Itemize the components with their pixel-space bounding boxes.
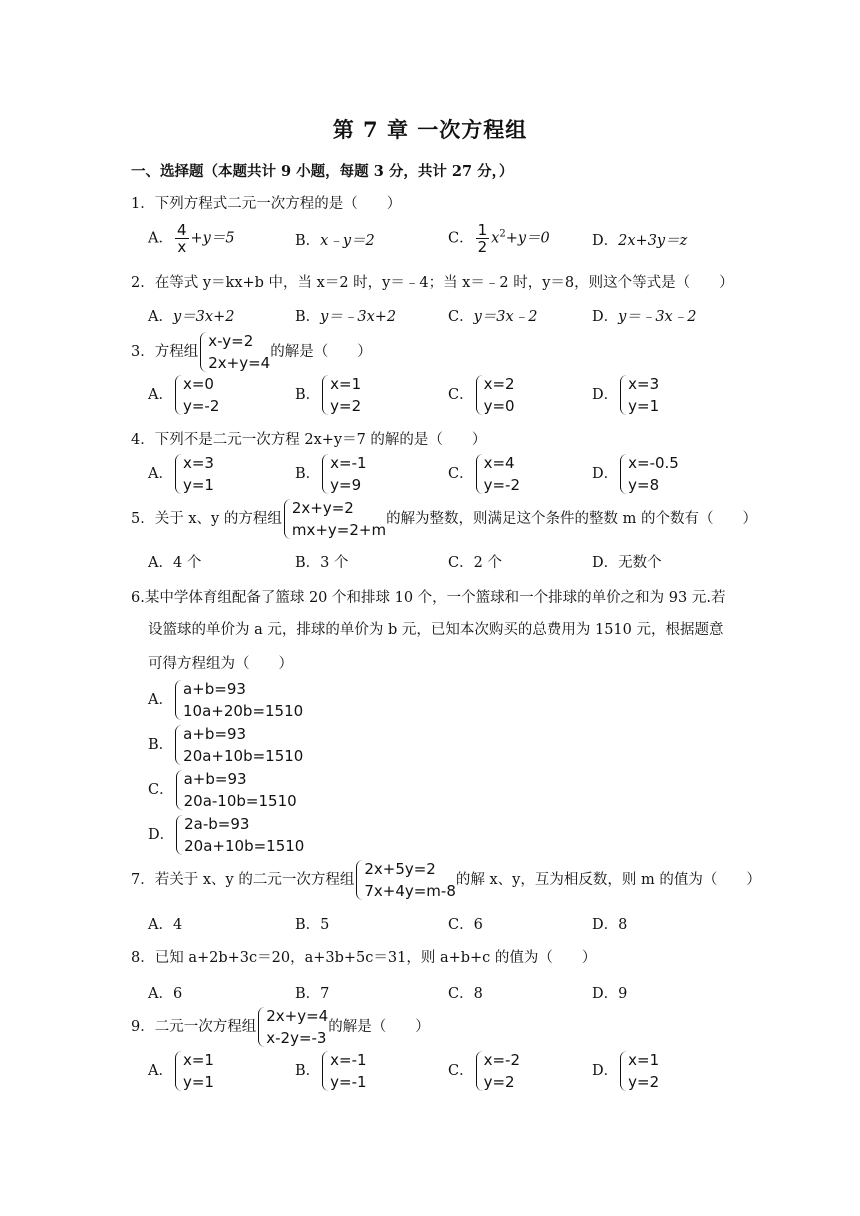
option-text: +y＝0 — [505, 230, 550, 247]
option-text: 5 — [320, 917, 330, 933]
answer-blank: （ ） — [343, 196, 402, 212]
option-label: C． — [148, 782, 174, 798]
solution-system — [173, 1049, 214, 1093]
equation-line: y=2 — [330, 397, 362, 415]
answer-blank: （ ） — [538, 950, 597, 966]
option-label: D． — [592, 466, 619, 482]
question-7 — [131, 858, 761, 902]
equation-line: 20a-10b=1510 — [183, 792, 297, 810]
equation-line: x=2 — [483, 375, 515, 393]
option-label: C． — [448, 230, 474, 247]
equation-line: x=3 — [182, 454, 214, 472]
option-label: B． — [295, 917, 321, 933]
q2-option-d[interactable] — [592, 305, 696, 326]
option-text: 4 个 — [172, 555, 202, 571]
equation-line: 7x+4y=m-8 — [364, 882, 456, 900]
equation-line: x=3 — [628, 375, 660, 393]
q5-option-c[interactable] — [448, 551, 502, 572]
question-number: 2． — [131, 275, 155, 291]
equation-line: x-y=2 — [208, 332, 254, 350]
solution-system — [173, 452, 214, 496]
equation-line: 20a+10b=1510 — [184, 837, 305, 855]
option-label: A． — [148, 387, 173, 403]
equation-system — [174, 768, 297, 812]
question-3 — [131, 330, 372, 374]
option-label: C． — [448, 466, 474, 482]
solution-system — [618, 1049, 659, 1093]
solution-system — [474, 1049, 520, 1093]
answer-blank: （ ） — [371, 1019, 430, 1035]
q2-option-a[interactable] — [148, 305, 234, 326]
option-label: C． — [448, 917, 474, 933]
equation-line: x=-0.5 — [628, 454, 679, 472]
option-label: D． — [592, 555, 619, 571]
option-label: C． — [448, 309, 474, 325]
answer-blank: （ ） — [702, 872, 761, 888]
numerator: 1 — [477, 221, 488, 239]
q3-option-c[interactable] — [448, 373, 515, 417]
solution-system — [173, 373, 219, 417]
q1-option-c[interactable] — [448, 222, 550, 255]
equation-line: 2x+5y=2 — [364, 860, 436, 878]
option-label: B． — [295, 466, 321, 482]
option-label: D． — [592, 387, 619, 403]
question-1 — [131, 192, 402, 213]
option-text: 7 — [320, 986, 330, 1002]
question-6-line-2: 设篮球的单价为 a 元，排球的单价为 b 元，已知本次购买的总费用为 1510 元，根据题意 — [148, 622, 724, 638]
question-text: 的解是 — [328, 1019, 372, 1035]
q9-option-a[interactable] — [148, 1049, 214, 1093]
equation-line: x=-2 — [483, 1051, 521, 1069]
option-label: A． — [148, 555, 173, 571]
q9-option-d[interactable] — [592, 1049, 659, 1093]
option-text: 6 — [473, 917, 483, 933]
q4-option-a[interactable] — [148, 452, 214, 496]
q8-option-b[interactable] — [295, 982, 329, 1003]
answer-blank: （ ） — [428, 432, 487, 448]
q6-option-a[interactable] — [148, 678, 303, 722]
option-text: 无数个 — [618, 555, 662, 571]
q9-option-b[interactable] — [295, 1049, 367, 1093]
option-text: 2x+3y＝z — [618, 233, 688, 249]
option-label: D． — [592, 917, 619, 933]
option-label: D． — [592, 309, 619, 325]
equation-line: 2x+y=4 — [208, 354, 271, 372]
question-number: 8． — [131, 950, 155, 966]
question-2 — [131, 271, 734, 292]
solution-system — [618, 452, 679, 496]
equation-line: a+b=93 — [182, 680, 246, 698]
q3-option-d[interactable] — [592, 373, 659, 417]
q7-option-c[interactable] — [448, 913, 483, 934]
question-text: 的解是 — [270, 344, 314, 360]
option-label: B． — [148, 737, 174, 753]
q4-option-b[interactable] — [295, 452, 367, 496]
q7-option-d[interactable] — [592, 913, 627, 934]
option-text: 3 个 — [320, 555, 349, 571]
option-text: y＝﹣3x+2 — [320, 309, 397, 325]
equation-line: x=1 — [182, 1051, 214, 1069]
denominator: 2 — [477, 238, 488, 256]
option-label: D． — [592, 986, 619, 1002]
question-number: 6. — [131, 590, 145, 606]
question-number: 7． — [131, 872, 155, 888]
equation-line: y=1 — [182, 1073, 214, 1091]
equation-line: y=9 — [330, 476, 362, 494]
option-label: B． — [295, 233, 321, 249]
option-label: C． — [448, 555, 474, 571]
option-text: 9 — [618, 986, 628, 1002]
question-text: 可得方程组为 — [148, 656, 235, 672]
equation-system — [198, 330, 270, 374]
question-text: 关于 x、y 的方程组 — [154, 511, 282, 527]
option-text: y＝3x﹣2 — [473, 309, 538, 325]
q6-option-c[interactable] — [148, 768, 297, 812]
q7-option-a[interactable] — [148, 913, 182, 934]
option-label: A． — [148, 466, 173, 482]
question-number: 4． — [131, 432, 155, 448]
q4-option-d[interactable] — [592, 452, 679, 496]
question-number: 1． — [131, 196, 155, 212]
equation-line: x=-1 — [330, 454, 367, 472]
option-text: x﹣y＝2 — [320, 233, 375, 249]
option-label: A． — [148, 309, 173, 325]
q9-option-c[interactable] — [448, 1049, 520, 1093]
option-label: A． — [148, 986, 173, 1002]
equation-line: y=-2 — [182, 397, 220, 415]
question-text: 的解 x、y，互为相反数，则 m 的值为 — [455, 872, 703, 888]
equation-line: y=2 — [628, 1073, 660, 1091]
question-6 — [131, 586, 725, 607]
option-label: C． — [448, 387, 474, 403]
question-number: 3． — [131, 344, 155, 360]
q1-option-a[interactable] — [148, 222, 235, 255]
question-number: 5． — [131, 511, 155, 527]
q2-option-b[interactable] — [295, 305, 396, 326]
option-text: 4 — [172, 917, 183, 933]
equation-line: y=1 — [628, 397, 660, 415]
question-9 — [131, 1005, 430, 1049]
equation-line: y=-1 — [330, 1073, 367, 1091]
option-label: B． — [295, 1063, 321, 1079]
equation-line: x=1 — [628, 1051, 660, 1069]
exponent: 2 — [499, 228, 506, 240]
equation-line: x=4 — [483, 454, 515, 472]
option-text: 8 — [618, 917, 628, 933]
option-label: C． — [448, 1063, 474, 1079]
option-text: y＝3x+2 — [172, 309, 235, 325]
question-5 — [131, 497, 758, 541]
option-text: x — [491, 230, 500, 247]
numerator: 4 — [176, 221, 187, 239]
equation-line: y=0 — [483, 397, 515, 415]
equation-system — [282, 497, 386, 541]
option-text: y＝﹣3x﹣2 — [618, 309, 697, 325]
question-8 — [131, 946, 597, 967]
fraction — [476, 222, 490, 255]
question-text: 在等式 y＝kx+b 中，当 x＝2 时，y＝﹣4；当 x＝﹣2 时，y＝8，则这个等式是 — [154, 275, 676, 291]
equation-line: y=1 — [182, 476, 214, 494]
equation-line: 2a-b=93 — [184, 815, 250, 833]
option-text: 8 — [473, 986, 483, 1002]
option-label: A． — [148, 230, 173, 247]
section-heading: 一、选择题（本题共计 9 小题，每题 3 分，共计 27 分，） — [131, 163, 514, 180]
q8-option-c[interactable] — [448, 982, 483, 1003]
equation-line: x=1 — [330, 375, 362, 393]
q7-option-b[interactable] — [295, 913, 329, 934]
q1-option-b[interactable] — [295, 229, 375, 250]
equation-line: y=8 — [628, 476, 660, 494]
equation-line: x-2y=-3 — [266, 1029, 327, 1047]
q3-option-a[interactable] — [148, 373, 219, 417]
question-text: 二元一次方程组 — [154, 1019, 257, 1035]
equation-system — [256, 1005, 328, 1049]
q6-option-d[interactable] — [148, 813, 304, 857]
equation-line: 20a+10b=1510 — [183, 747, 304, 765]
equation-line: 2x+y=2 — [291, 499, 354, 517]
q8-option-a[interactable] — [148, 982, 182, 1003]
equation-line: a+b=93 — [183, 725, 247, 743]
equation-system — [173, 723, 303, 767]
solution-system — [320, 452, 366, 496]
equation-line: 2x+y=4 — [266, 1007, 329, 1025]
option-label: D． — [592, 233, 619, 249]
question-6-line-3 — [148, 652, 293, 673]
page-title: 第 7 章 一次方程组 — [332, 117, 528, 142]
q2-option-c[interactable] — [448, 305, 537, 326]
fraction — [175, 222, 189, 255]
q1-option-d[interactable] — [592, 229, 687, 250]
equation-system — [174, 813, 304, 857]
answer-blank: （ ） — [313, 344, 372, 360]
question-number: 9． — [131, 1019, 155, 1035]
question-text: 方程组 — [154, 344, 199, 360]
question-text: 下列方程式二元一次方程的是 — [154, 196, 344, 212]
equation-line: mx+y=2+m — [291, 521, 387, 539]
denominator: x — [177, 238, 187, 256]
equation-line: 10a+20b=1510 — [182, 702, 304, 720]
equation-line: y=-2 — [483, 476, 521, 494]
q4-option-c[interactable] — [448, 452, 520, 496]
option-label: C． — [448, 986, 474, 1002]
q5-option-b[interactable] — [295, 551, 349, 572]
option-label: B． — [295, 387, 321, 403]
q5-option-d[interactable] — [592, 551, 662, 572]
option-label: A． — [148, 917, 173, 933]
option-label: A． — [148, 1063, 173, 1079]
answer-blank: （ ） — [699, 511, 758, 527]
option-label: B． — [295, 555, 321, 571]
option-label: D． — [148, 827, 175, 843]
q5-option-a[interactable] — [148, 551, 201, 572]
solution-system — [474, 452, 520, 496]
solution-system — [618, 373, 659, 417]
equation-line: x=-1 — [330, 1051, 367, 1069]
option-text: 2 个 — [473, 555, 502, 571]
equation-line: x=0 — [182, 375, 214, 393]
question-text: 若关于 x、y 的二元一次方程组 — [154, 872, 355, 888]
question-4 — [131, 428, 487, 449]
q6-option-b[interactable] — [148, 723, 303, 767]
answer-blank: （ ） — [675, 275, 734, 291]
q8-option-d[interactable] — [592, 982, 627, 1003]
question-text: 下列不是二元一次方程 2x+y＝7 的解的是 — [154, 432, 429, 448]
option-label: A． — [148, 692, 173, 708]
question-text: 某中学体育组配备了篮球 20 个和排球 10 个，一个篮球和一个排球的单价之和为 93 元.若 — [144, 590, 726, 606]
solution-system — [320, 1049, 366, 1093]
solution-system — [320, 373, 361, 417]
question-text: 的解为整数，则满足这个条件的整数 m 的个数有 — [386, 511, 700, 527]
option-label: B． — [295, 986, 321, 1002]
equation-line: a+b=93 — [183, 770, 247, 788]
equation-system — [173, 678, 303, 722]
question-text: 已知 a+2b+3c＝20，a+3b+5c＝31，则 a+b+c 的值为 — [154, 950, 539, 966]
answer-blank: （ ） — [235, 656, 293, 672]
option-text: +y＝5 — [190, 230, 235, 247]
equation-system — [354, 858, 456, 902]
option-label: D． — [592, 1063, 619, 1079]
option-text: 6 — [172, 986, 183, 1002]
option-label: B． — [295, 309, 321, 325]
solution-system — [474, 373, 515, 417]
q3-option-b[interactable] — [295, 373, 361, 417]
equation-line: y=2 — [483, 1073, 515, 1091]
